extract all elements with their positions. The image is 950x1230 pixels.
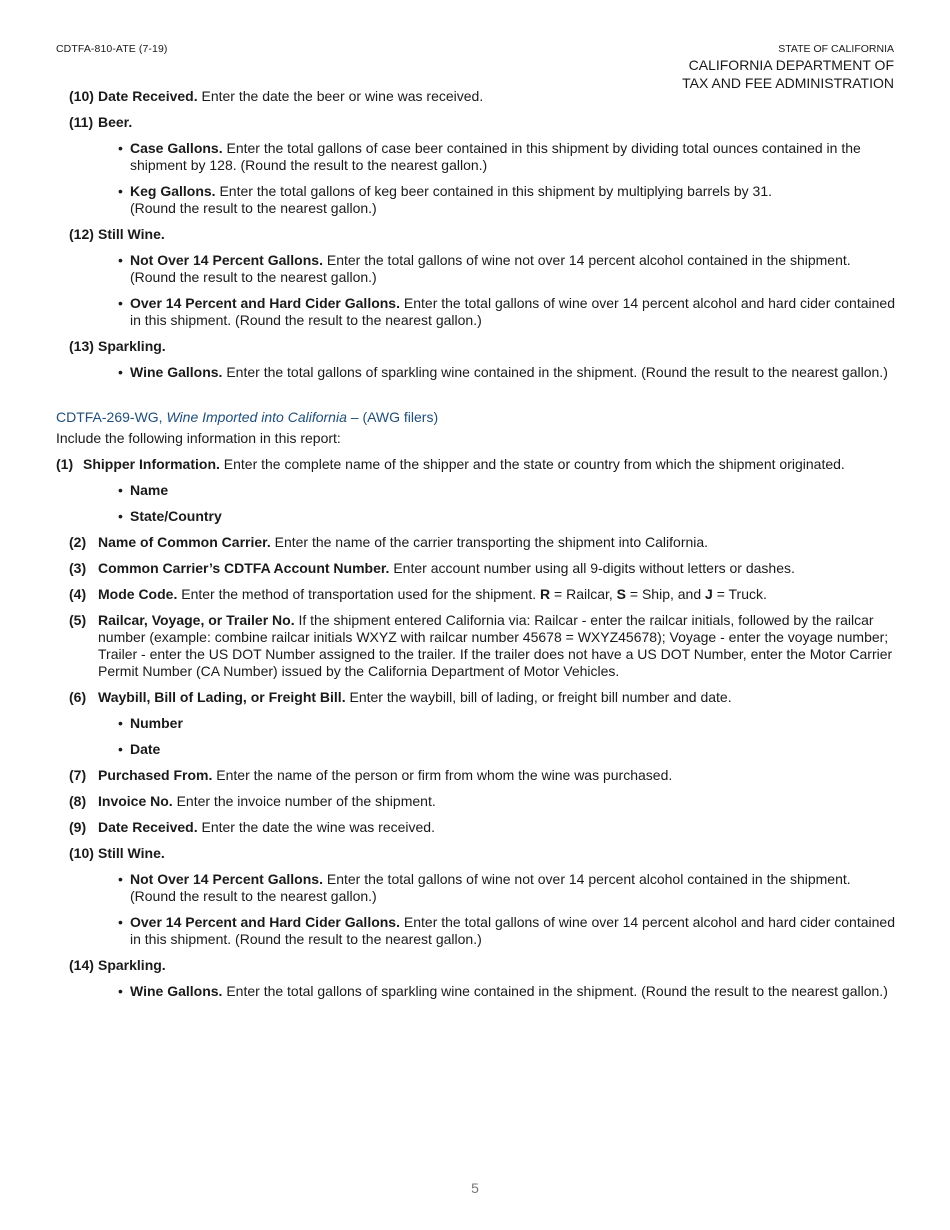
- item-number: (13): [69, 338, 94, 354]
- bullet-text: Enter the total gallons of keg beer contained in this shipment by multiplying barrels by 31.: [215, 183, 773, 199]
- item-number: (10): [69, 845, 94, 861]
- state-label: STATE OF CALIFORNIA: [778, 43, 894, 55]
- dept-line-2: TAX AND FEE ADMINISTRATION: [682, 75, 894, 91]
- bullet-label: Date: [130, 741, 161, 757]
- item-label: Beer.: [98, 114, 133, 130]
- bullet-text: Enter the total gallons of wine not over 14 percent alcohol contained in the shipment.: [322, 252, 851, 268]
- bullet-label: State/Country: [130, 508, 222, 524]
- list-item: [56, 508, 896, 525]
- list-item: [56, 914, 896, 948]
- item-number: (9): [69, 819, 87, 835]
- sparkling-bullets-2: [56, 983, 896, 1000]
- item-label: Sparkling.: [98, 957, 166, 973]
- item-label: Sparkling.: [98, 338, 166, 354]
- bullet-label: Number: [130, 715, 183, 731]
- item-label: Railcar, Voyage, or Trailer No.: [98, 612, 295, 628]
- bullet-text: Enter the total gallons of wine not over 14 percent alcohol contained in the shipment.: [322, 871, 851, 887]
- item-number: (12): [69, 226, 94, 242]
- list-item: [56, 482, 896, 499]
- agency-header: [682, 43, 894, 92]
- list-item: [56, 183, 896, 217]
- mode-code-r: R: [540, 586, 551, 602]
- bullet-text: Enter the total gallons of wine over 14 percent alcohol and hard cider contained in this shipment. (Round the result to the nearest gallon.): [130, 914, 895, 947]
- bullet-text-2: (Round the result to the nearest gallon.): [130, 200, 377, 216]
- item-number: (8): [69, 793, 87, 809]
- item-number: (14): [69, 957, 94, 973]
- item-12-still-wine: [56, 226, 896, 243]
- item-7-purchased-from: [56, 767, 896, 784]
- dept-line-1: CALIFORNIA DEPARTMENT OF: [688, 57, 894, 73]
- item-10-still-wine: [56, 845, 896, 862]
- mode-code-s-text: = Ship, and: [626, 586, 706, 602]
- item-8-invoice-no: [56, 793, 896, 810]
- item-text: Enter the method of transportation used for the shipment.: [177, 586, 540, 602]
- bullet-label: Not Over 14 Percent Gallons.: [130, 871, 323, 887]
- list-item: [56, 715, 896, 732]
- item-text: Enter the complete name of the shipper and the state or country from which the shipment originated.: [219, 456, 845, 472]
- item-number: (6): [69, 689, 87, 705]
- section-title: [56, 409, 896, 426]
- item-number: (4): [69, 586, 87, 602]
- mode-code-j-text: = Truck.: [712, 586, 767, 602]
- bullet-label: Over 14 Percent and Hard Cider Gallons.: [130, 914, 400, 930]
- item-label: Date Received.: [98, 88, 198, 104]
- item-number: (2): [69, 534, 87, 550]
- item-label: Shipper Information.: [83, 456, 220, 472]
- bullet-label: Not Over 14 Percent Gallons.: [130, 252, 323, 268]
- section-form-id: CDTFA-269-WG,: [56, 409, 167, 425]
- item-1-shipper-information: [56, 456, 896, 473]
- bullet-text: Enter the total gallons of case beer contained in this shipment by dividing total ounces contained in the shipment by 128. (Round the result to the nearest gallon.): [130, 140, 861, 173]
- item-text: Enter the name of the person or firm from whom the wine was purchased.: [212, 767, 673, 783]
- mode-code-j: J: [705, 586, 713, 602]
- item-2-common-carrier: [56, 534, 896, 551]
- item-13-sparkling: [56, 338, 896, 355]
- bullet-label: Wine Gallons.: [130, 983, 223, 999]
- bullet-label: Wine Gallons.: [130, 364, 223, 380]
- item-number: (10): [69, 88, 94, 104]
- list-item: [56, 741, 896, 758]
- item-text: Enter the date the beer or wine was received.: [197, 88, 484, 104]
- item-label: Mode Code.: [98, 586, 178, 602]
- shipper-bullets: [56, 482, 896, 525]
- item-label: Name of Common Carrier.: [98, 534, 271, 550]
- bullet-text-2: (Round the result to the nearest gallon.): [130, 888, 377, 904]
- item-label: Common Carrier’s CDTFA Account Number.: [98, 560, 390, 576]
- item-label: Purchased From.: [98, 767, 213, 783]
- section-intro: Include the following information in this report:: [56, 430, 341, 446]
- bullet-text: Enter the total gallons of sparkling wine contained in the shipment. (Round the result to the nearest gallon.): [222, 364, 888, 380]
- bullet-label: Over 14 Percent and Hard Cider Gallons.: [130, 295, 400, 311]
- still-wine-bullets: [56, 252, 896, 329]
- item-text: Enter the waybill, bill of lading, or freight bill number and date.: [345, 689, 732, 705]
- item-number: (5): [69, 612, 87, 628]
- document-body: [56, 88, 896, 1009]
- item-11-beer: [56, 114, 896, 131]
- still-wine-bullets-2: [56, 871, 896, 948]
- bullet-text: Enter the total gallons of wine over 14 percent alcohol and hard cider contained in this shipment. (Round the result to the nearest gallon.): [130, 295, 895, 328]
- bullet-text: Enter the total gallons of sparkling wine contained in the shipment. (Round the result to the nearest gallon.): [222, 983, 888, 999]
- list-item: [56, 983, 896, 1000]
- page-number: 5: [471, 1180, 479, 1196]
- item-number: (11): [69, 114, 94, 130]
- item-3-carrier-account-number: [56, 560, 896, 577]
- item-label: Date Received.: [98, 819, 198, 835]
- item-5-railcar-voyage-trailer: [56, 612, 896, 680]
- waybill-bullets: [56, 715, 896, 758]
- form-id: CDTFA-810-ATE (7-19): [56, 43, 168, 55]
- section-suffix: – (AWG filers): [346, 409, 439, 425]
- item-label: Still Wine.: [98, 845, 165, 861]
- item-14-sparkling: [56, 957, 896, 974]
- bullet-text-2: (Round the result to the nearest gallon.): [130, 269, 377, 285]
- item-4-mode-code: [56, 586, 896, 603]
- list-item: [56, 871, 896, 905]
- item-10-date-received: [56, 88, 896, 105]
- item-text: Enter the name of the carrier transporting the shipment into California.: [270, 534, 709, 550]
- list-item: [56, 295, 896, 329]
- item-label: Invoice No.: [98, 793, 173, 809]
- beer-bullets: [56, 140, 896, 217]
- item-number: (7): [69, 767, 87, 783]
- list-item: [56, 252, 896, 286]
- item-text: Enter account number using all 9-digits without letters or dashes.: [389, 560, 795, 576]
- sparkling-bullets: [56, 364, 896, 381]
- item-number: (1): [56, 456, 74, 472]
- bullet-label: Name: [130, 482, 169, 498]
- bullet-label: Keg Gallons.: [130, 183, 216, 199]
- list-item: [56, 364, 896, 381]
- bullet-label: Case Gallons.: [130, 140, 223, 156]
- section-form-title: Wine Imported into California: [166, 409, 347, 425]
- item-number: (3): [69, 560, 87, 576]
- item-text: If the shipment entered California via: Railcar - enter the railcar initials, followed by the railcar number (example: combine railcar initials WXYZ with railcar number 45678 = WXYZ45678); Voyage - enter the voyage number; Trailer - enter the US DOT Number assigned to the trailer. If the trailer does not have a US DOT Number, enter the Motor Carrier Permit Number (CA Number) issued by the California Department of Motor Vehicles.: [98, 612, 893, 679]
- item-label: Waybill, Bill of Lading, or Freight Bill.: [98, 689, 346, 705]
- mode-code-s: S: [616, 586, 626, 602]
- mode-code-r-text: = Railcar,: [550, 586, 617, 602]
- item-text: Enter the date the wine was received.: [197, 819, 435, 835]
- item-6-waybill: [56, 689, 896, 706]
- list-item: [56, 140, 896, 174]
- item-9-date-received: [56, 819, 896, 836]
- item-text: Enter the invoice number of the shipment.: [172, 793, 436, 809]
- item-label: Still Wine.: [98, 226, 165, 242]
